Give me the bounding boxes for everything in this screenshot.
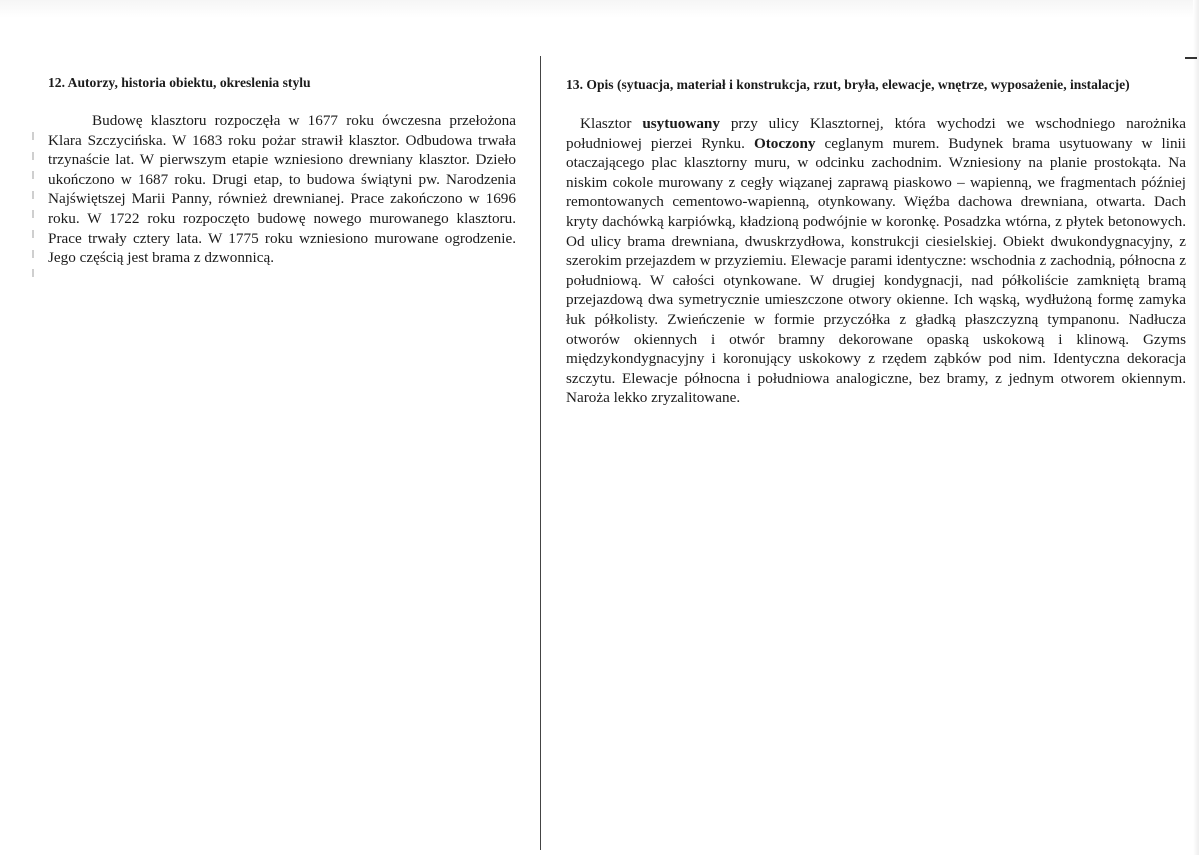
paragraph-text-segment: przy ulicy Klasztornej, która wychodzi we wschodniego narożnika południowej pierzei Rynku. [566,115,1186,152]
section-12-paragraph: Budowę klasztoru rozpoczęła w 1677 roku ówczesna przełożona Klara Szczycińska. W 1683 roku pożar strawił klasztor. Odbudowa trwała trzynaście lat. W pierwszym etapie wzniesiono drewniany klasztor. Dzieło ukończono w 1687 roku. Drugi etap, to budowa świątyni pw. Narodzenia Najświętszej Marii Panny, również drewnianej. Prace zakończono w 1696 roku. W 1722 roku rozpoczęto budowę nowego murowanego klasztoru. Prace trwały cztery lata. W 1775 roku wzniesiono murowane ogrodzenie. Jego częścią jest brama z dzwonnicą. [48,112,516,267]
bold-term-otoczony: Otoczony [753,134,816,152]
left-column [48,74,516,268]
paragraph-text-segment: Klasztor [580,115,643,132]
scan-right-edge [1193,0,1199,855]
section-12-heading: 12. Autorzy, historia obiektu, okreslenia stylu [48,75,311,90]
scan-edge-shadow [0,0,1199,18]
section-13-heading: 13. Opis (sytuacja, materiał i konstrukcja, rzut, bryła, elewacje, wnętrze, wyposażenie, instalacje) [566,77,1130,92]
section-13-paragraph [566,114,1186,408]
right-column [566,76,1186,408]
column-divider [540,56,541,850]
scan-edge-mark [1185,57,1197,59]
paragraph-text-segment: ceglanym murem. Budynek brama usytuowany w linii otaczającego plac klasztorny muru, w odcinku zachodnim. Wzniesiony na planie prostokąta. Na niskim cokole murowany z cegły wiązanej zaprawą piaskowo – wapienną, we fragmentach później remontowanych cementowo-wapienną, otynkowany. Więźba dachowa drewniana, otwarta. Dach kryty dachówką karpiówką, kładzioną podwójnie w koronkę. Posadzka wtórna, z płytek betonowych. Od ulicy brama drewniana, dwuskrzydłowa, konstrukcji ciesielskiej. Obiekt dwukondygnacyjny, z szerokim przejazdem w przyziemiu. Elewacje parami identyczne: wschodnia z zachodnią, północna z południową. W całości otynkowane. W drugiej kondygnacji, nad półkoliście zamkniętą bramą przejazdową dwa symetrycznie umieszczone otwory okienne. Ich wąską, wydłużoną formę zamyka łuk półkolisty. Zwieńczenie w formie przyczółka z gładką płaszczyzną tympanonu. Nadłucza otworów okiennych i otwór bramny dekorowane opaską uskokową i klinową. Gzyms międzykondygnacyjny i koronujący uskokowy z rzędem ząbków pod nim. Identyczna dekoracja szczytu. Elewacje północna i południowa analogiczne, bez bramy, z jednym otworem okiennym. Naroża lekko zryzalitowane. [566,134,1187,407]
left-margin-scan-marks [30,132,36,292]
bold-term-usytuowany: usytuowany [642,115,720,132]
